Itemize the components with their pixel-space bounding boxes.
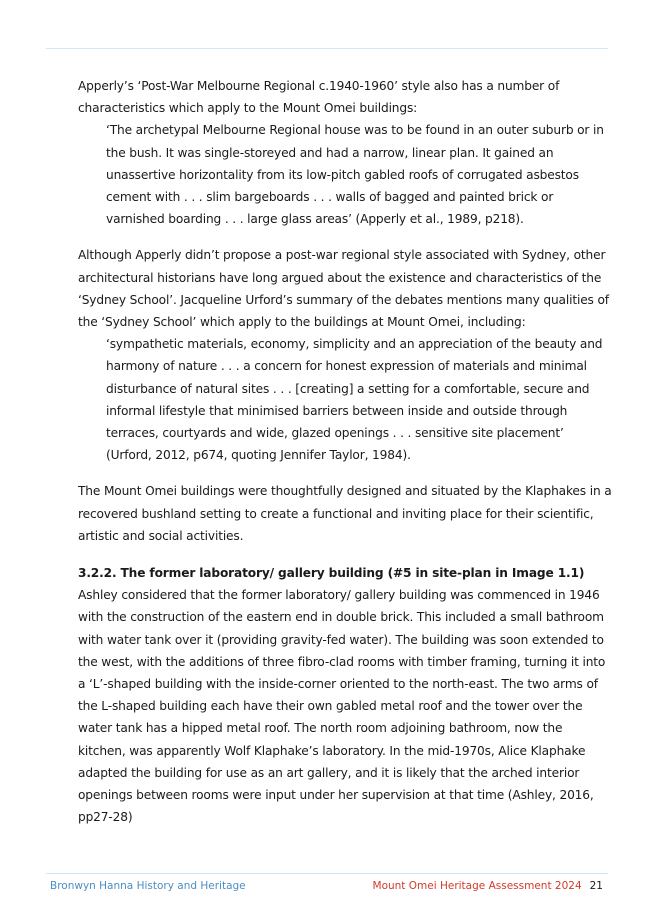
footer-rule <box>46 873 608 874</box>
paragraph-mount-omei-design: The Mount Omei buildings were thoughtfully designed and situated by the Klaphakes in a recovered bushland setting to create a functional and inviting place for their scientific, artistic and social activities. <box>78 484 612 543</box>
footer-author: Bronwyn Hanna History and Heritage <box>50 880 246 892</box>
paragraph-apperly-melbourne: Apperly’s ‘Post-War Melbourne Regional c.1940-1960’ style also has a number of characteristics which apply to the Mount Omei buildings: <box>78 79 560 116</box>
page-number: 21 <box>589 880 603 892</box>
header-rule <box>46 48 608 49</box>
paragraph-laboratory-gallery: Ashley considered that the former laboratory/ gallery building was commenced in 1946 with the construction of the eastern end in double brick. This included a small bathroom with water tank over it (providing gravity-fed water). The building was soon extended to the west, with the additions of three fibro-clad rooms with timber framing, turning it into a ‘L’-shaped building with the inside-corner oriented to the north-east. The two arms of the L-shaped building each have their own gabled metal roof and the tower over the water tank has a hipped metal roof. The north room adjoining bathroom, now the kitchen, was apparently Wolf Klaphake’s laboratory. In the mid-1970s, Alice Klaphake adapted the building for use as an art gallery, and it is likely that the arched interior openings between rooms were input under her supervision at that time (Ashley, 2016, pp27-28) <box>78 588 606 825</box>
paragraph-sydney-school: Although Apperly didn’t propose a post-war regional style associated with Sydney, other architectural historians have long argued about the existence and characteristics of the ‘Sydney School’. Jacqueline Urford’s summary of the debates mentions many qualities of the ‘Sydney School’ which apply to the buildings at Mount Omei, including: <box>78 248 609 330</box>
document-body <box>78 75 612 829</box>
quote-sydney-school: ‘sympathetic materials, economy, simplicity and an appreciation of the beauty and harmony of nature . . . a concern for honest expression of materials and minimal disturbance of natural sites . . . [creating] a setting for a comfortable, secure and informal lifestyle that minimised barriers between inside and outside through terraces, courtyards and wide, glazed openings . . . sensitive site placement’ (Urford, 2012, p674, quoting Jennifer Taylor, 1984). <box>106 337 603 463</box>
footer-document-title: Mount Omei Heritage Assessment 2024 <box>372 880 582 892</box>
section-heading: 3.2.2. The former laboratory/ gallery building (#5 in site-plan in Image 1.1) <box>78 566 585 581</box>
quote-melbourne-regional: ‘The archetypal Melbourne Regional house was to be found in an outer suburb or in the bush. It was single-storeyed and had a narrow, linear plan. It gained an unassertive horizontality from its low-pitch gabled roofs of corrugated asbestos cement with . . . slim bargeboards . . . walls of bagged and painted brick or varnished boarding . . . large glass areas’ (Apperly et al., 1989, p218). <box>106 123 604 227</box>
footer-title <box>373 879 603 893</box>
